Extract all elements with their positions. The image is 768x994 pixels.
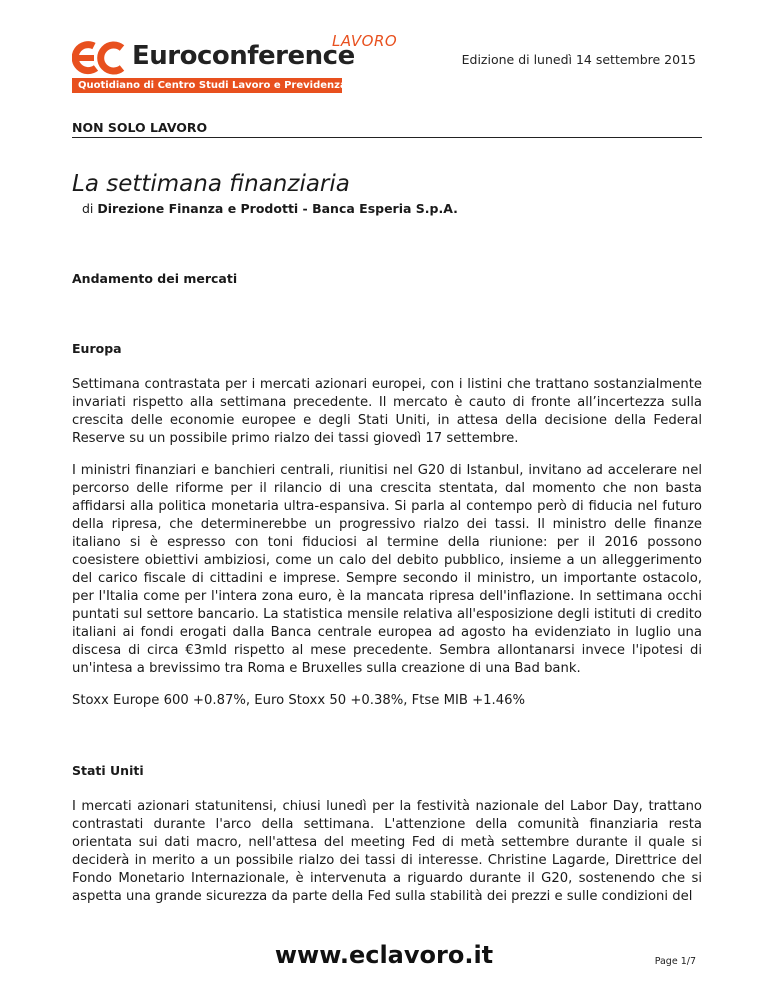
us-heading: Stati Uniti [72,763,144,778]
europe-heading: Europa [72,341,122,356]
logo [72,30,398,100]
byline [82,201,458,216]
ec-logo-icon [72,40,130,76]
subheading: Andamento dei mercati [72,271,238,286]
edition-date: Edizione di lunedì 14 settembre 2015 [461,52,696,67]
logo-name: Euroconference [132,41,355,71]
logo-tagline: Quotidiano di Centro Studi Lavoro e Previdenza [72,78,342,93]
article-body [72,270,702,906]
footer-url[interactable]: www.eclavoro.it [274,941,494,969]
europe-paragraph-2: I ministri finanziari e banchieri centrali, riunitisi nel G20 di Istanbul, invitano ad accelerare nel percorso delle riforme per il rilancio di una crescita stentata, dal momento che non basta affidarsi alla politica monetaria ultra-espansiva. Si parla al contempo però di fiducia nel futuro della ripresa, che determinerebbe un progressivo rialzo dei tassi. Il ministro delle finanze italiano si è espresso con toni fiduciosi al termine della riunione: per il 2016 possono coesistere obiettivi ambiziosi, come un calo del debito pubblico, insieme a un alleggerimento del carico fiscale di cittadini e imprese. Sempre secondo il ministro, un importante ostacolo, per l'Italia come per l'intera zona euro, è la mancata ripresa dell'inflazione. In settimana occhi puntati sul settore bancario. La statistica mensile relativa all'esposizione degli istituti di credito italiani ai fondi erogati dalla Banca centrale europea ad agosto ha evidenziato in luglio una discesa di circa €3mld rispetto al mese precedente. Sembra allontanarsi invece l'ipotesi di un'intesa a brevissimo tra Roma e Bruxelles sulla creazione di una Bad bank. [72,463,702,676]
byline-prefix: di [82,201,98,216]
logo-lavoro: LAVORO [332,32,398,50]
page-number: Page 1/7 [654,956,696,967]
article-title: La settimana finanziaria [72,171,350,197]
byline-author: Direzione Finanza e Prodotti - Banca Esperia S.p.A. [97,201,458,216]
europe-paragraph-1: Settimana contrastata per i mercati azionari europei, con i listini che trattano sostanzialmente invariati rispetto alla settimana precedente. Il mercato è cauto di fronte all’incertezza sulla crescita delle economie europee e degli Stati Uniti, in attesa della decisione della Federal Reserve su un possibile primo rialzo dei tassi giovedì 17 settembre. [72,377,702,446]
europe-indices: Stoxx Europe 600 +0.87%, Euro Stoxx 50 +0.38%, Ftse MIB +1.46% [72,693,526,708]
section-label: NON SOLO LAVORO [72,120,702,138]
us-paragraph-1: I mercati azionari statunitensi, chiusi lunedì per la festività nazionale del Labor Day, trattano contrastati durante l'arco della settimana. L'attenzione della comunità finanziaria resta orientata sui dati macro, nell'attesa del meeting Fed di metà settembre durante il quale si deciderà in merito a un possibile rialzo dei tassi di interesse. Christine Lagarde, Direttrice del Fondo Monetario Internazionale, è intervenuta a riguardo durante il G20, sostenendo che si aspetta una grande sicurezza da parte della Fed sulla stabilità dei prezzi e sulle condizioni del [72,799,702,904]
